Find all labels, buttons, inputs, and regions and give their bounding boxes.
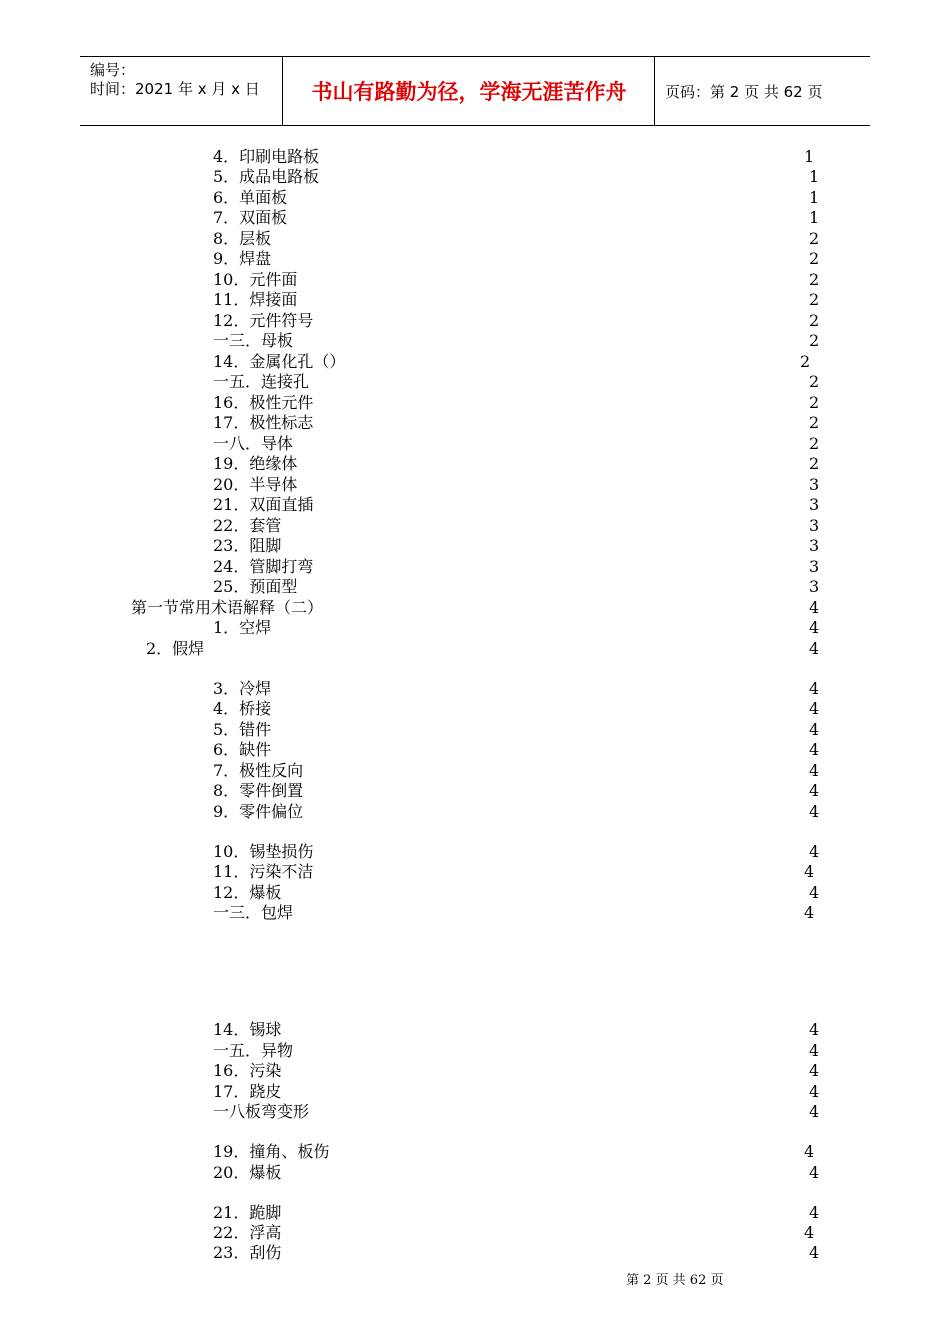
toc-entry-page: 3	[809, 577, 820, 596]
toc-entry-label: 一三．包焊	[213, 903, 294, 922]
toc-entry-label: 8．零件倒置	[213, 781, 304, 800]
toc-entry-page: 4	[809, 1041, 820, 1060]
toc-entry-label: 一三．母板	[213, 331, 294, 350]
toc-entry-label: 17．极性标志	[213, 413, 314, 432]
toc-entry-page: 2	[809, 249, 820, 268]
toc-entry-label: 4．印刷电路板	[213, 147, 320, 166]
toc-entry-page: 4	[809, 618, 820, 637]
toc-entry-label: 16．极性元件	[213, 393, 314, 412]
toc-entry-page: 4	[809, 761, 820, 780]
toc-entry-page: 4	[809, 598, 820, 617]
toc-entry-page: 4	[809, 1020, 820, 1039]
toc-entry-label: 5．成品电路板	[213, 167, 320, 186]
toc-entry-label: 22．套管	[213, 516, 282, 535]
toc-entry-page: 2	[809, 393, 820, 412]
toc-entry-label: 9．焊盘	[213, 249, 272, 268]
toc-entry-label: 23．刮伤	[213, 1243, 282, 1262]
toc-entry-page: 4	[804, 903, 815, 922]
page-footer: 第 2 页 共 62 页	[626, 1273, 724, 1288]
toc-entry-label: 1．空焊	[213, 618, 272, 637]
toc-entry-page: 3	[809, 557, 820, 576]
toc-entry-page: 2	[809, 434, 820, 453]
toc-entry-label: 8．层板	[213, 229, 272, 248]
toc-entry-label: 4．桥接	[213, 699, 272, 718]
toc-entry-label: 6．单面板	[213, 188, 288, 207]
toc-entry-label: 10．元件面	[213, 270, 298, 289]
toc-entry-label: 10．锡垫损伤	[213, 842, 314, 861]
toc-entry-label: 21．跪脚	[213, 1203, 282, 1222]
toc-entry-page: 2	[809, 454, 820, 473]
toc-entry-page: 4	[809, 720, 820, 739]
document-time-label: 时间：2021 年 x 月 x 日	[90, 80, 260, 98]
toc-entry-page: 3	[809, 495, 820, 514]
toc-entry-page: 4	[809, 639, 820, 658]
toc-entry-label: 一八板弯变形	[213, 1102, 310, 1121]
toc-entry-label: 21．双面直插	[213, 495, 314, 514]
toc-entry-label: 5．错件	[213, 720, 272, 739]
toc-entry-label: 19．撞角、板伤	[213, 1142, 330, 1161]
toc-entry-label: 19．绝缘体	[213, 454, 298, 473]
toc-entry-label: 2．假焊	[146, 639, 205, 658]
toc-entry-page: 4	[809, 1163, 820, 1182]
toc-entry-page: 4	[809, 1102, 820, 1121]
toc-entry-page: 2	[809, 331, 820, 350]
toc-entry-page: 4	[809, 699, 820, 718]
toc-entry-page: 4	[809, 1082, 820, 1101]
toc-entry-page: 3	[809, 475, 820, 494]
toc-entry-page: 1	[809, 167, 820, 186]
toc-entry-label: 11．焊接面	[213, 290, 298, 309]
toc-entry-page: 2	[809, 270, 820, 289]
toc-entry-page: 4	[809, 802, 820, 821]
header-page-info: 页码：第 2 页 共 62 页	[665, 82, 823, 101]
toc-entry-label: 第一节常用术语解释（二）	[131, 598, 324, 617]
toc-entry-page: 4	[809, 1061, 820, 1080]
toc-entry-page: 3	[809, 516, 820, 535]
toc-entry-label: 14．金属化孔（）	[213, 352, 346, 371]
toc-entry-page: 4	[809, 781, 820, 800]
toc-entry-label: 22．浮高	[213, 1223, 282, 1242]
toc-entry-page: 4	[809, 1203, 820, 1222]
toc-entry-label: 20．爆板	[213, 1163, 282, 1182]
toc-entry-page: 2	[809, 413, 820, 432]
toc-entry-label: 14．锡球	[213, 1020, 282, 1039]
toc-entry-page: 2	[809, 229, 820, 248]
toc-entry-label: 16．污染	[213, 1061, 282, 1080]
toc-entry-page: 4	[809, 740, 820, 759]
header-motto: 书山有路勤为径，学海无涯苦作舟	[311, 80, 627, 104]
toc-entry-label: 一五．异物	[213, 1041, 294, 1060]
toc-entry-page: 2	[809, 290, 820, 309]
document-code-label: 编号：	[90, 61, 136, 79]
toc-entry-page: 4	[809, 842, 820, 861]
toc-entry-page: 4	[804, 1223, 815, 1242]
toc-entry-label: 7．双面板	[213, 208, 288, 227]
toc-entry-page: 4	[804, 1142, 815, 1161]
toc-entry-label: 23．阻脚	[213, 536, 282, 555]
toc-entry-page: 2	[809, 311, 820, 330]
toc-entry-page: 1	[809, 188, 820, 207]
toc-entry-page: 3	[809, 536, 820, 555]
toc-entry-label: 25．预面型	[213, 577, 298, 596]
toc-entry-page: 2	[809, 372, 820, 391]
toc-entry-page: 1	[809, 208, 820, 227]
toc-entry-label: 20．半导体	[213, 475, 298, 494]
toc-entry-label: 一八．导体	[213, 434, 294, 453]
toc-entry-label: 6．缺件	[213, 740, 272, 759]
toc-entry-label: 7．极性反向	[213, 761, 304, 780]
toc-entry-label: 12．元件符号	[213, 311, 314, 330]
toc-entry-label: 9．零件偏位	[213, 802, 304, 821]
toc-entry-label: 24．管脚打弯	[213, 557, 314, 576]
toc-entry-page: 2	[800, 352, 811, 371]
toc-entry-label: 一五．连接孔	[213, 372, 310, 391]
toc-entry-page: 4	[809, 1243, 820, 1262]
toc-entry-page: 1	[804, 147, 815, 166]
toc-entry-label: 12．爆板	[213, 883, 282, 902]
toc-entry-label: 3．冷焊	[213, 679, 272, 698]
toc-entry-page: 4	[809, 679, 820, 698]
toc-entry-page: 4	[804, 862, 815, 881]
toc-entry-label: 17．跷皮	[213, 1082, 282, 1101]
toc-entry-label: 11．污染不洁	[213, 862, 314, 881]
toc-entry-page: 4	[809, 883, 820, 902]
